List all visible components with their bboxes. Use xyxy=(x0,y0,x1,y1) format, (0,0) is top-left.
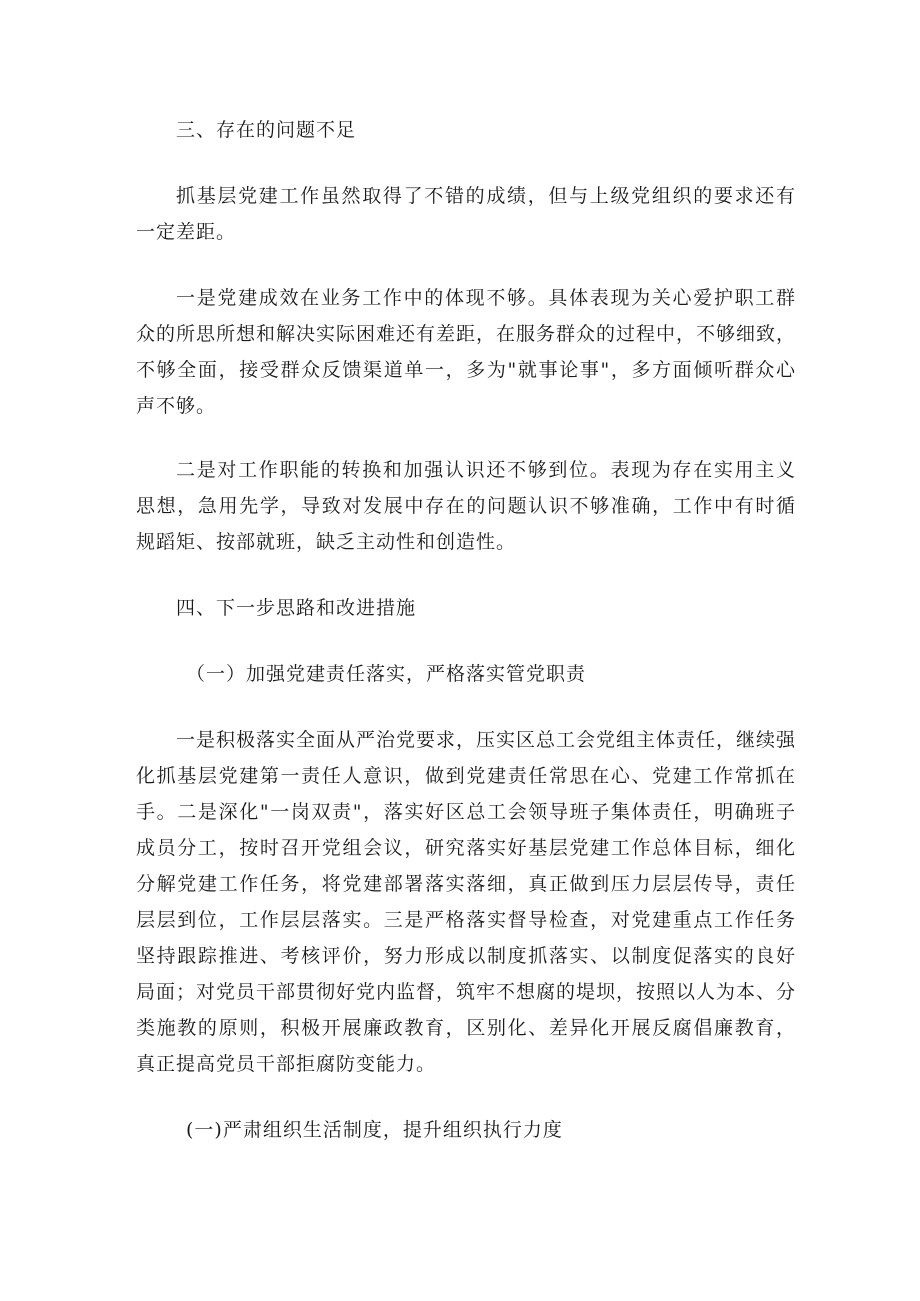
subsection-1-line-1: 一是积极落实全面从严治党要求，压实区总工会党组主体责任，继续强 xyxy=(176,729,797,751)
section-3-heading: 三、存在的问题不足 xyxy=(176,119,357,141)
subsection-1-line-3: 手。二是深化"一岗双责"，落实好区总工会领导班子集体责任，明确班子 xyxy=(136,801,796,823)
section-3-intro-line-2: 一定差距。 xyxy=(136,221,237,243)
point-1-line-4: 声不够。 xyxy=(136,395,217,417)
subsection-1-line-2: 化抓基层党建第一责任人意识，做到党建责任常思在心、党建工作常抓在 xyxy=(136,765,796,787)
subsection-1-line-7: 坚持跟踪推进、考核评价，努力形成以制度抓落实、以制度促落实的良好 xyxy=(136,945,796,967)
subsection-1-heading: （一）加强党建责任落实，严格落实管党职责 xyxy=(186,663,587,685)
point-2-line-2: 思想，急用先学，导致对发展中存在的问题认识不够准确，工作中有时循 xyxy=(136,495,796,517)
point-2-line-3: 规蹈矩、按部就班，缺乏主动性和创造性。 xyxy=(136,531,517,553)
subsection-1-line-10: 真正提高党员干部拒腐防变能力。 xyxy=(136,1053,437,1075)
subsection-1-line-5: 分解党建工作任务，将党建部署落实落细，真正做到压力层层传导，责任 xyxy=(136,873,796,895)
subsection-1-line-9: 类施教的原则，积极开展廉政教育，区别化、差异化开展反腐倡廉教育， xyxy=(136,1017,796,1039)
subsection-1-line-8: 局面；对党员干部贯彻好党内监督，筑牢不想腐的堤坝，按照以人为本、分 xyxy=(136,981,797,1003)
point-1-line-2: 众的所思所想和解决实际困难还有差距，在服务群众的过程中，不够细致， xyxy=(136,323,797,345)
point-2-line-1: 二是对工作职能的转换和加强认识还不够到位。表现为存在实用主义 xyxy=(176,459,796,481)
subsection-1-line-6: 层层到位，工作层层落实。三是严格落实督导检查，对党建重点工作任务 xyxy=(136,909,796,931)
section-3-intro-line-1: 抓基层党建工作虽然取得了不错的成绩，但与上级党组织的要求还有 xyxy=(176,185,796,207)
section-4-heading: 四、下一步思路和改进措施 xyxy=(176,597,417,619)
subsection-2-heading: (一)严肃组织生活制度，提升组织执行力度 xyxy=(186,1119,563,1141)
subsection-1-line-4: 成员分工，按时召开党组会议，研究落实好基层党建工作总体目标，细化 xyxy=(136,837,796,859)
point-1-line-3: 不够全面，接受群众反馈渠道单一，多为"就事论事"，多方面倾听群众心 xyxy=(136,359,796,381)
point-1-line-1: 一是党建成效在业务工作中的体现不够。具体表现为关心爱护职工群 xyxy=(176,287,796,309)
